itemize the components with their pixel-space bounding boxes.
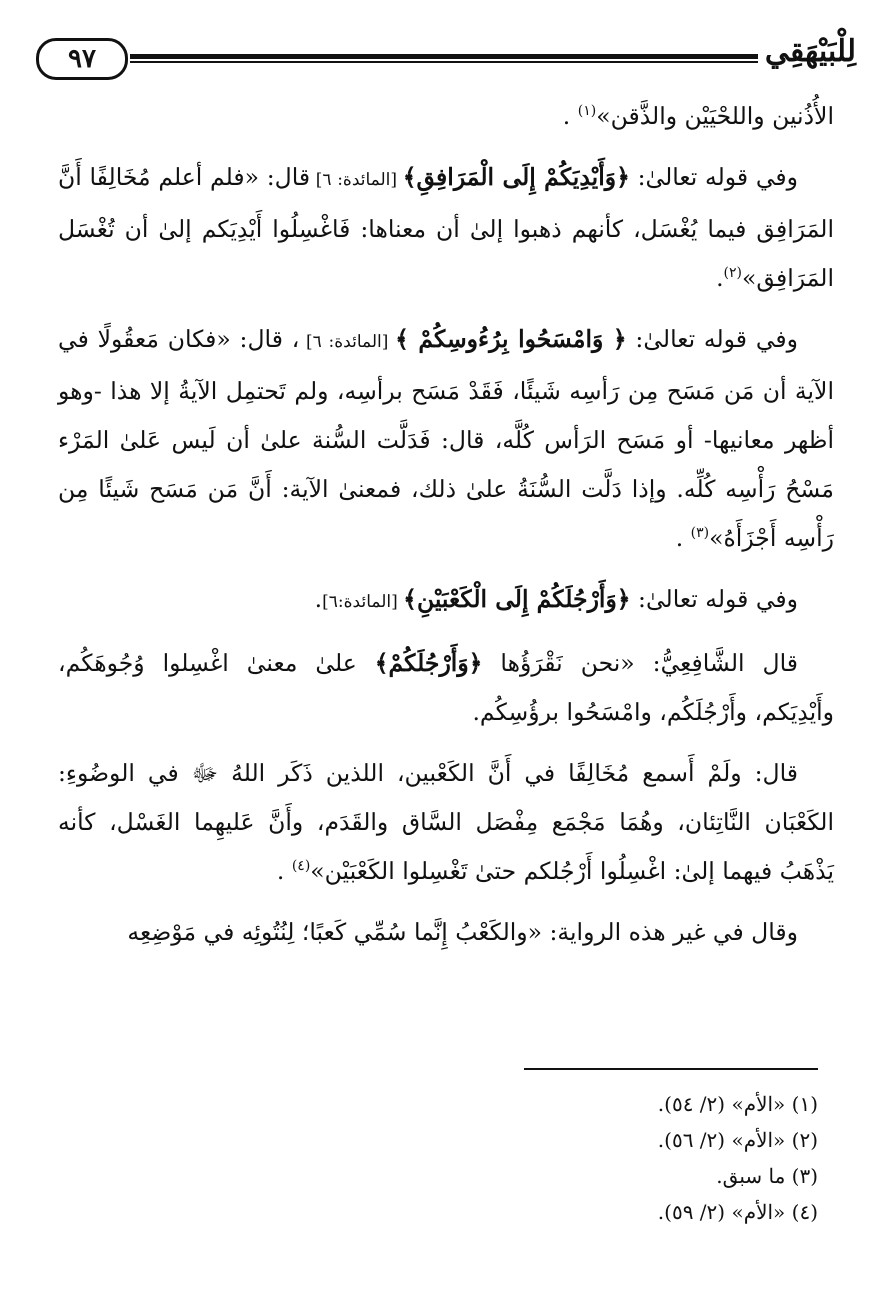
paragraph-7 xyxy=(58,908,834,957)
paragraph-1 xyxy=(58,92,834,141)
paragraph-6 xyxy=(58,749,834,896)
footnote-3: (٣) ما سبق. xyxy=(716,1164,818,1188)
paragraph-6-text: قال: ولَمْ أَسمع مُخَالِفًا في أَنَّ الكَعْبين، اللذين ذَكَر اللهُ ﷻ في الوضُوءِ: الكَعْبَان النَّاتِئان، وهُمَا مَجْمَع مِفْصَل السَّاق والقَدَم، وأَنَّ عَليهِما الغَسْل، كأنه يَذْهَبُ فيهما إلىٰ: اغْسِلُوا أَرْجُلكم حتىٰ تَغْسِلوا الكَعْبَيْن» xyxy=(58,759,834,885)
footnote-ref-3: (٣) xyxy=(690,525,710,542)
paragraph-2-tail: . xyxy=(716,264,724,292)
verse-reference-4: [المائدة:٦] xyxy=(322,592,404,612)
paragraph-2 xyxy=(58,153,834,303)
running-title: لِلْبَيْهَقِي xyxy=(764,34,856,69)
quran-verse-4: ﴿وَأَرْجُلَكُمْ إِلَى الْكَعْبَيْنِ﴾ xyxy=(403,585,631,613)
paragraph-4 xyxy=(58,575,834,627)
footnote-1: (١) «الأم» (٢/ ٥٤). xyxy=(657,1092,818,1116)
footnote-ref-1: (١) xyxy=(577,103,597,120)
paragraph-5-text: علىٰ معنىٰ اغْسِلوا وُجُوهَكُم، وأَيْدِيَكم، وأَرْجُلَكُم، وامْسَحُوا برؤُسِكُم. xyxy=(58,649,834,726)
paragraph-3-tail: . xyxy=(675,524,691,552)
footnote-separator xyxy=(524,1068,818,1070)
footnotes xyxy=(658,1086,818,1230)
page-header xyxy=(36,30,856,92)
paragraph-5-lead: قال الشَّافِعِيُّ: «نحن نَقْرَؤُها xyxy=(482,649,798,677)
paragraph-7-text: وقال في غير هذه الرواية: «والكَعْبُ إِنَّما سُمِّي كَعبًا؛ لِنُتُوئِه في مَوْضِعِه xyxy=(127,918,798,946)
footnote-4: (٤) «الأم» (٢/ ٥٩). xyxy=(657,1200,818,1224)
page-number: ٩٧ xyxy=(68,44,96,74)
paragraph-6-tail: . xyxy=(276,857,292,885)
paragraph-1-text: الأُذُنين واللحْيَيْن والذَّقن» xyxy=(596,102,834,130)
paragraph-3-text: ، قال: «فكان مَعقُولًا في الآية أن مَن مَسَح مِن رَأسِه شَيئًا، فَقَدْ مَسَح برأسِه، ولم تَحتمِل الآيةُ إلا هذا -وهو أظهر معانيها- أو مَسَح الرَأس كُلَّه، قال: فَدَلَّت السُّنة علىٰ أن لَيس عَلىٰ المَرْء مَسْحُ رَأْسِه كُلِّه. وإذا دَلَّت السُّنَةُ علىٰ ذلك، فمعنىٰ الآية: أَنَّ مَن مَسَح شَيئًا مِن رَأْسِه أَجْزَأَهُ» xyxy=(58,325,834,552)
footnote-ref-2: (٢) xyxy=(723,265,743,282)
paragraph-4-lead: وفي قوله تعالىٰ: xyxy=(630,585,798,613)
main-text xyxy=(58,92,834,969)
header-rule-thin xyxy=(130,61,758,63)
header-rule-thick xyxy=(130,54,758,59)
page-number-badge xyxy=(36,38,128,80)
paragraph-5 xyxy=(58,639,834,737)
header-rule xyxy=(130,54,758,64)
paragraph-2-lead: وفي قوله تعالىٰ: xyxy=(629,163,798,191)
footnote-ref-4: (٤) xyxy=(291,858,311,875)
verse-reference-2: [المائدة: ٦] xyxy=(310,170,403,190)
paragraph-1-tail: . xyxy=(562,102,578,130)
paragraph-3 xyxy=(58,315,834,563)
verse-reference-3: [المائدة: ٦] xyxy=(299,332,396,352)
quran-verse-2: ﴿وَأَيْدِيَكُمْ إِلَى الْمَرَافِقِ﴾ xyxy=(402,163,630,191)
paragraph-4-tail: . xyxy=(314,585,323,613)
quran-verse-3: ﴿ وَامْسَحُوا بِرُءُوسِكُمْ ﴾ xyxy=(395,325,627,353)
paragraph-3-lead: وفي قوله تعالىٰ: xyxy=(626,325,798,353)
footnote-2: (٢) «الأم» (٢/ ٥٦). xyxy=(657,1128,818,1152)
quran-verse-5: ﴿وَأَرْجُلَكُمْ﴾ xyxy=(374,649,483,677)
paragraph-2-text: قال: «فلم أعلم مُخَالِفًا أَنَّ المَرَافِق فيما يُغْسَل، كأنهم ذهبوا إلىٰ أن معناها: فَاغْسِلُوا أَيْدِيَكم إلىٰ أن تُغْسَل المَرَافِق» xyxy=(58,163,834,292)
